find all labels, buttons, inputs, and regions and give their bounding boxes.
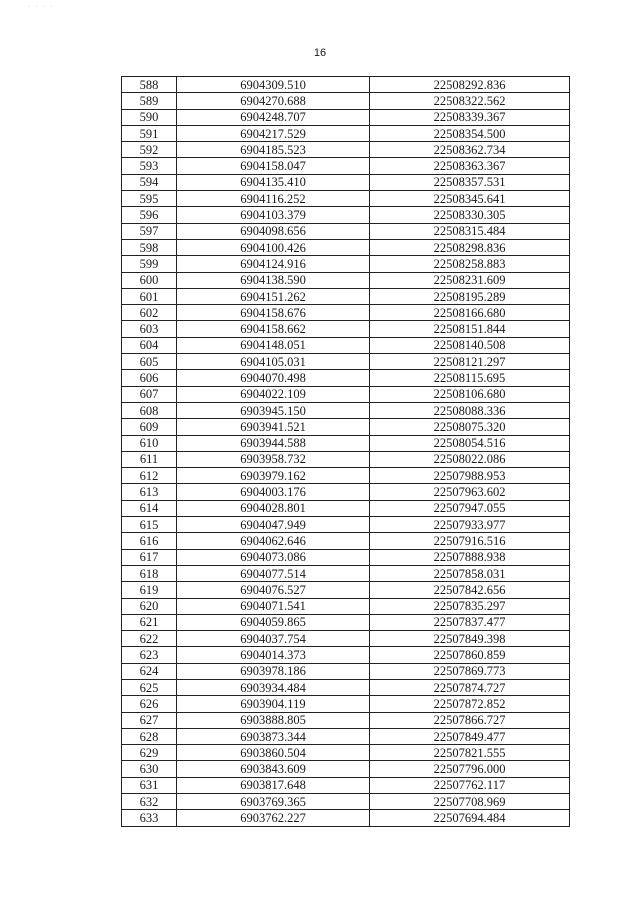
table-row [122,402,570,418]
y-coordinate-cell: 22507842.656 [370,582,570,598]
y-coordinate-cell: 22508151.844 [370,321,570,337]
y-coordinate-cell: 22507869.773 [370,663,570,679]
point-number-cell: 627 [122,712,177,728]
y-coordinate-cell: 22507860.859 [370,647,570,663]
coordinates-table [121,76,570,827]
table-row [122,468,570,484]
y-coordinate-cell: 22507858.031 [370,565,570,581]
point-number-cell: 590 [122,109,177,125]
table-row [122,386,570,402]
x-coordinate-cell: 6903941.521 [177,419,370,435]
y-coordinate-cell: 22508166.680 [370,305,570,321]
point-number-cell: 629 [122,745,177,761]
x-coordinate-cell: 6904185.523 [177,142,370,158]
y-coordinate-cell: 22508315.484 [370,223,570,239]
table-row [122,451,570,467]
point-number-cell: 605 [122,354,177,370]
x-coordinate-cell: 6904037.754 [177,631,370,647]
point-number-cell: 591 [122,125,177,141]
point-number-cell: 597 [122,223,177,239]
y-coordinate-cell: 22508362.734 [370,142,570,158]
x-coordinate-cell: 6904022.109 [177,386,370,402]
x-coordinate-cell: 6903762.227 [177,810,370,826]
coordinates-table-body [122,77,570,827]
y-coordinate-cell: 22508354.500 [370,125,570,141]
x-coordinate-cell: 6903817.648 [177,777,370,793]
x-coordinate-cell: 6904217.529 [177,125,370,141]
table-row [122,565,570,581]
point-number-cell: 596 [122,207,177,223]
x-coordinate-cell: 6903979.162 [177,468,370,484]
table-row [122,93,570,109]
x-coordinate-cell: 6904103.379 [177,207,370,223]
x-coordinate-cell: 6904077.514 [177,565,370,581]
table-row [122,631,570,647]
x-coordinate-cell: 6904135.410 [177,174,370,190]
table-row [122,810,570,826]
point-number-cell: 603 [122,321,177,337]
table-row [122,370,570,386]
x-coordinate-cell: 6903904.119 [177,696,370,712]
table-row [122,647,570,663]
table-row [122,549,570,565]
y-coordinate-cell: 22508231.609 [370,272,570,288]
point-number-cell: 630 [122,761,177,777]
x-coordinate-cell: 6904158.047 [177,158,370,174]
y-coordinate-cell: 22508121.297 [370,354,570,370]
x-coordinate-cell: 6904138.590 [177,272,370,288]
x-coordinate-cell: 6903945.150 [177,402,370,418]
y-coordinate-cell: 22508195.289 [370,288,570,304]
x-coordinate-cell: 6903944.588 [177,435,370,451]
y-coordinate-cell: 22508258.883 [370,256,570,272]
page-number: 16 [313,47,327,59]
point-number-cell: 633 [122,810,177,826]
table-row [122,272,570,288]
table-row [122,696,570,712]
y-coordinate-cell: 22507888.938 [370,549,570,565]
y-coordinate-cell: 22508339.367 [370,109,570,125]
point-number-cell: 599 [122,256,177,272]
table-row [122,435,570,451]
table-row [122,745,570,761]
y-coordinate-cell: 22507762.117 [370,777,570,793]
y-coordinate-cell: 22507708.969 [370,794,570,810]
point-number-cell: 601 [122,288,177,304]
x-coordinate-cell: 6903873.344 [177,728,370,744]
point-number-cell: 604 [122,337,177,353]
y-coordinate-cell: 22507947.055 [370,500,570,516]
point-number-cell: 611 [122,451,177,467]
x-coordinate-cell: 6903978.186 [177,663,370,679]
table-row [122,288,570,304]
y-coordinate-cell: 22508088.336 [370,402,570,418]
x-coordinate-cell: 6904028.801 [177,500,370,516]
table-row [122,679,570,695]
table-row [122,419,570,435]
table-row [122,663,570,679]
point-number-cell: 623 [122,647,177,663]
x-coordinate-cell: 6904309.510 [177,77,370,93]
x-coordinate-cell: 6904062.646 [177,533,370,549]
table-row [122,712,570,728]
x-coordinate-cell: 6904151.262 [177,288,370,304]
point-number-cell: 607 [122,386,177,402]
point-number-cell: 588 [122,77,177,93]
x-coordinate-cell: 6904148.051 [177,337,370,353]
point-number-cell: 592 [122,142,177,158]
x-coordinate-cell: 6904098.656 [177,223,370,239]
x-coordinate-cell: 6903958.732 [177,451,370,467]
point-number-cell: 594 [122,174,177,190]
y-coordinate-cell: 22508345.641 [370,191,570,207]
point-number-cell: 610 [122,435,177,451]
x-coordinate-cell: 6904248.707 [177,109,370,125]
table-row [122,77,570,93]
y-coordinate-cell: 22508357.531 [370,174,570,190]
point-number-cell: 626 [122,696,177,712]
y-coordinate-cell: 22508075.320 [370,419,570,435]
x-coordinate-cell: 6903934.484 [177,679,370,695]
x-coordinate-cell: 6904059.865 [177,614,370,630]
table-row [122,207,570,223]
x-coordinate-cell: 6904003.176 [177,484,370,500]
table-row [122,337,570,353]
point-number-cell: 593 [122,158,177,174]
point-number-cell: 617 [122,549,177,565]
y-coordinate-cell: 22507866.727 [370,712,570,728]
table-row [122,191,570,207]
table-row [122,794,570,810]
x-coordinate-cell: 6904076.527 [177,582,370,598]
point-number-cell: 615 [122,517,177,533]
y-coordinate-cell: 22507933.977 [370,517,570,533]
y-coordinate-cell: 22508106.680 [370,386,570,402]
y-coordinate-cell: 22508298.836 [370,239,570,255]
point-number-cell: 622 [122,631,177,647]
point-number-cell: 621 [122,614,177,630]
point-number-cell: 598 [122,239,177,255]
x-coordinate-cell: 6904105.031 [177,354,370,370]
y-coordinate-cell: 22507872.852 [370,696,570,712]
point-number-cell: 608 [122,402,177,418]
table-row [122,728,570,744]
table-row [122,582,570,598]
table-row [122,305,570,321]
point-number-cell: 595 [122,191,177,207]
y-coordinate-cell: 22508115.695 [370,370,570,386]
point-number-cell: 632 [122,794,177,810]
point-number-cell: 631 [122,777,177,793]
y-coordinate-cell: 22508054.516 [370,435,570,451]
scan-artifact: · · · · [28,4,55,10]
x-coordinate-cell: 6904014.373 [177,647,370,663]
y-coordinate-cell: 22507988.953 [370,468,570,484]
y-coordinate-cell: 22507849.477 [370,728,570,744]
y-coordinate-cell: 22507821.555 [370,745,570,761]
point-number-cell: 600 [122,272,177,288]
point-number-cell: 620 [122,598,177,614]
point-number-cell: 625 [122,679,177,695]
point-number-cell: 609 [122,419,177,435]
y-coordinate-cell: 22507835.297 [370,598,570,614]
table-row [122,223,570,239]
table-row [122,321,570,337]
x-coordinate-cell: 6904073.086 [177,549,370,565]
point-number-cell: 589 [122,93,177,109]
x-coordinate-cell: 6904047.949 [177,517,370,533]
point-number-cell: 612 [122,468,177,484]
point-number-cell: 614 [122,500,177,516]
table-row [122,761,570,777]
x-coordinate-cell: 6904100.426 [177,239,370,255]
x-coordinate-cell: 6904158.662 [177,321,370,337]
y-coordinate-cell: 22507849.398 [370,631,570,647]
y-coordinate-cell: 22507796.000 [370,761,570,777]
table-row [122,109,570,125]
point-number-cell: 619 [122,582,177,598]
table-row [122,517,570,533]
y-coordinate-cell: 22508022.086 [370,451,570,467]
table-row [122,500,570,516]
y-coordinate-cell: 22508292.836 [370,77,570,93]
x-coordinate-cell: 6903843.609 [177,761,370,777]
table-row [122,484,570,500]
point-number-cell: 624 [122,663,177,679]
y-coordinate-cell: 22508140.508 [370,337,570,353]
x-coordinate-cell: 6904270.688 [177,93,370,109]
x-coordinate-cell: 6903860.504 [177,745,370,761]
y-coordinate-cell: 22508322.562 [370,93,570,109]
table-row [122,614,570,630]
table-row [122,239,570,255]
table-row [122,256,570,272]
y-coordinate-cell: 22507916.516 [370,533,570,549]
point-number-cell: 602 [122,305,177,321]
point-number-cell: 616 [122,533,177,549]
point-number-cell: 628 [122,728,177,744]
x-coordinate-cell: 6904116.252 [177,191,370,207]
point-number-cell: 618 [122,565,177,581]
table-row [122,354,570,370]
y-coordinate-cell: 22507963.602 [370,484,570,500]
x-coordinate-cell: 6904158.676 [177,305,370,321]
y-coordinate-cell: 22508363.367 [370,158,570,174]
x-coordinate-cell: 6903888.805 [177,712,370,728]
y-coordinate-cell: 22507694.484 [370,810,570,826]
table-row [122,158,570,174]
table-row [122,142,570,158]
point-number-cell: 606 [122,370,177,386]
x-coordinate-cell: 6904070.498 [177,370,370,386]
table-row [122,598,570,614]
x-coordinate-cell: 6903769.365 [177,794,370,810]
table-row [122,125,570,141]
table-row [122,533,570,549]
y-coordinate-cell: 22508330.305 [370,207,570,223]
x-coordinate-cell: 6904124.916 [177,256,370,272]
x-coordinate-cell: 6904071.541 [177,598,370,614]
table-row [122,174,570,190]
y-coordinate-cell: 22507837.477 [370,614,570,630]
y-coordinate-cell: 22507874.727 [370,679,570,695]
table-row [122,777,570,793]
point-number-cell: 613 [122,484,177,500]
